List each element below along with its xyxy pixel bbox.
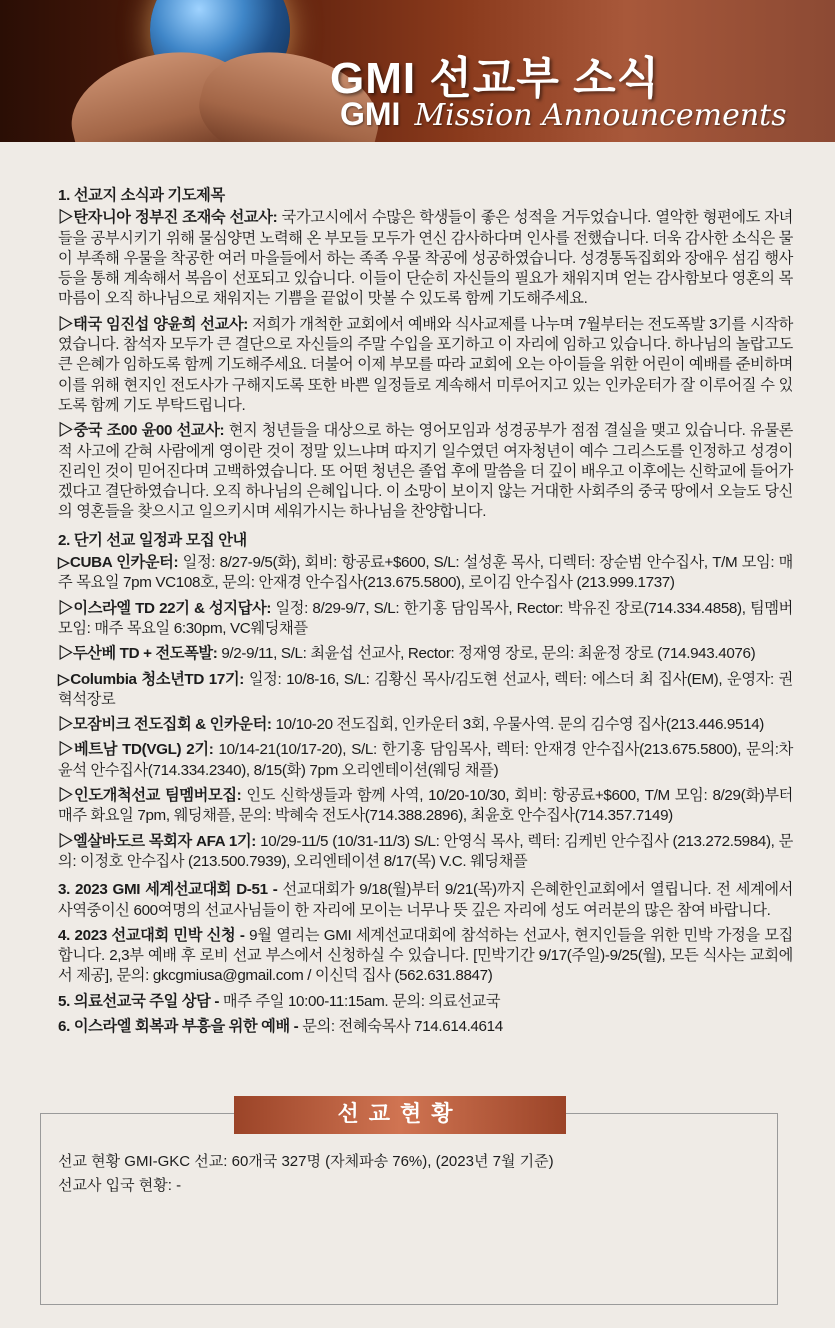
item-label: ▷Columbia 청소년TD 17기: bbox=[58, 670, 245, 688]
mission-status-line: 선교 현황 GMI-GKC 선교: 60개국 327명 (자체파송 76%), (2023년 7월 기준) bbox=[58, 1153, 554, 1170]
item-label: ▷이스라엘 TD 22기 & 성지답사: bbox=[58, 599, 272, 617]
mission-status-box bbox=[40, 1113, 778, 1305]
item-text: 문의: 전혜숙목사 714.614.4614 bbox=[298, 1017, 503, 1035]
item-label: ▷CUBA 인카운터: bbox=[58, 554, 179, 572]
banner-subtitle bbox=[340, 96, 787, 133]
item-label: ▷두산베 TD + 전도폭발: bbox=[58, 645, 218, 663]
numbered-item bbox=[58, 1017, 793, 1037]
list-item bbox=[58, 715, 793, 735]
item-text: 일정: 8/29-9/7, S/L: 한기홍 담임목사, Rector: 박유진 장로(714.334.4858), 팀멤버모임: 매주 목요일 6:30pm, VC웨딩채플 bbox=[58, 599, 793, 637]
numbered-item bbox=[58, 880, 793, 921]
item-text: 인도 신학생들과 함께 사역, 10/20-10/30, 회비: 항공료+$600, T/M 모임: 8/29(화)부터 매주 화요일 7pm, 웨딩채플, 문의: 박혜숙 전도사(714.388.2896), 최윤호 안수집사(714.357.7149) bbox=[58, 787, 793, 825]
item-label: ▷중국 조00 윤00 선교사: bbox=[58, 422, 225, 440]
item-text: 저희가 개척한 교회에서 예배와 식사교제를 나누며 7월부터는 전도폭발 3기를 시작하였습니다. 참석자 모두가 큰 결단으로 자신들의 주말 수입을 포기하고 이 자리에 임하고 있습니다. 하나님의 놀랍고도 큰 은혜가 임하도록 함께 기도해주세요. 더불어 이제 부모를 따라 교회에 오는 아이들을 위한 어린이 예배를 준비하며 이를 위해 현지인 전도사가 구해지도록 또한 바쁜 일정들로 계속해서 미루어지고 있는 인카운터가 잘 이루어질 수 있도록 함께 기도 부탁드립니다. bbox=[58, 315, 794, 414]
banner-subtitle-script: Mission Announcements bbox=[414, 98, 787, 133]
numbered-item bbox=[58, 992, 793, 1012]
item-label: 5. 의료선교국 주일 상담 - bbox=[58, 992, 220, 1010]
numbered-item bbox=[58, 926, 793, 987]
item-text: 10/29-11/5 (10/31-11/3) S/L: 안영식 목사, 렉터: 김케빈 안수집사 (213.272.5984), 문의: 이정호 안수집사 (213.500.7939), 오리엔테이션 8/17(목) V.C. 웨딩채플 bbox=[58, 832, 793, 870]
item-label: ▷베트남 TD(VGL) 2기: bbox=[58, 741, 214, 759]
header-banner bbox=[0, 0, 835, 142]
item-text: 현지 청년들을 대상으로 하는 영어모임과 성경공부가 점점 결실을 맺고 있습니다. 유물론적 사고에 갇혀 사람에게 영이란 것이 정말 있느냐며 따지기 일수였던 여자청년이 예수 그리스도를 인정하고 성경이 진리인 것이 믿어진다며 고백하였습니다. 또 어떤 청년은 졸업 후에 말씀을 더 깊이 배우고 이후에는 신학교에 들어가겠다고 결단하였습니다. 오직 하나님의 은혜입니다. 이 소망이 보이지 않는 거대한 사회주의 중국 땅에서 오늘도 당신의 영혼들을 찾으시고 일으키시며 세워가시는 하나님을 찬양합니다. bbox=[58, 422, 794, 521]
list-item bbox=[58, 553, 793, 594]
list-item bbox=[58, 315, 793, 416]
item-label: ▷모잠비크 전도집회 & 인카운터: bbox=[58, 716, 272, 734]
item-text: 매주 주일 10:00-11:15am. 문의: 의료선교국 bbox=[219, 992, 501, 1010]
item-label: ▷인도개척선교 팀멤버모집: bbox=[58, 787, 242, 805]
item-text: 일정: 10/8-16, S/L: 김황신 목사/김도현 선교사, 렉터: 에스더 최 집사(EM), 운영자: 권혁석장로 bbox=[58, 670, 793, 708]
item-text: 9월 열리는 GMI 세계선교대회에 참석하는 선교사, 현지인들을 위한 민박 가정을 모집합니다. 2,3부 예배 후 로비 선교 부스에서 신청하실 수 있습니다. [민박기간 9/17(주일)-9/25(월), 모든 식사는 교회에서 제공], 문의: gkcgmiusa@gmail.com / 이신덕 집사 (562.631.8847) bbox=[58, 926, 793, 985]
list-item bbox=[58, 740, 793, 781]
item-text: 국가고시에서 수많은 학생들이 좋은 성적을 거두었습니다. 열악한 형편에도 자녀들을 공부시키기 위해 물심양면 노력해 온 부모들 모두가 연신 감사하다며 인사를 전했습니다. 더욱 감사한 소식은 물이 부족해 우물을 착공한 여러 마을들에서 하는 족족 우물 착공에 성공하였습니다. 성경통독집회와 장애우 섬김 행사 등을 통해 계속해서 복음이 선포되고 있습니다. 이들이 단순히 자신들의 필요가 채워지며 얻는 감사함보다 영혼의 목마름이 오직 하나님으로 채워지는 기쁨을 끝없이 맛볼 수 있도록 함께 기도해주세요. bbox=[58, 209, 794, 308]
list-item bbox=[58, 208, 793, 309]
item-label: 3. 2023 GMI 세계선교대회 D-51 - bbox=[58, 881, 278, 899]
list-item bbox=[58, 670, 793, 711]
missionary-entry-line: 선교사 입국 현황: - bbox=[58, 1177, 182, 1194]
item-text: 10/14-21(10/17-20), S/L: 한기홍 담임목사, 렉터: 안재경 안수집사(213.675.5800), 문의:차윤석 안수집사(714.334.2340), 8/15(화) 7pm 오리엔테이션(웨딩 채플) bbox=[58, 741, 794, 779]
list-item bbox=[58, 421, 793, 522]
section-heading: 2. 단기 선교 일정과 모집 안내 bbox=[58, 531, 247, 549]
item-text: 10/10-20 전도집회, 인카운터 3회, 우물사역. 문의 김수영 집사(213.446.9514) bbox=[271, 716, 765, 734]
list-item bbox=[58, 599, 793, 640]
item-label: ▷태국 임진섭 양윤희 선교사: bbox=[58, 315, 248, 333]
list-item bbox=[58, 786, 793, 827]
list-item bbox=[58, 832, 793, 873]
section-heading: 1. 선교지 소식과 기도제목 bbox=[58, 187, 225, 204]
mission-status-text bbox=[58, 1150, 758, 1198]
item-text: 일정: 8/27-9/5(화), 회비: 항공료+$600, S/L: 설성훈 목사, 디렉터: 장순범 안수집사, T/M 모임: 매주 목요일 7pm VC108호, 문의: 안재경 안수집사(213.675.5800), 로이김 안수집사 (213.999.1737) bbox=[58, 554, 793, 592]
banner-title: GMI 선교부 소식 bbox=[330, 54, 661, 103]
list-item bbox=[58, 644, 793, 664]
item-text: 선교대회가 9/18(월)부터 9/21(목)까지 은혜한인교회에서 열립니다. 전 세계에서 사역중이신 600여명의 선교사님들이 한 자리에 모이는 너무나 뜻 깊은 자리에 성도 여러분의 많은 참여 바랍니다. bbox=[58, 881, 793, 919]
mission-status-title: 선교현황 bbox=[234, 1096, 566, 1134]
item-label: ▷엘살바도르 목회자 AFA 1기: bbox=[58, 832, 256, 850]
banner-subtitle-gmi: GMI bbox=[340, 96, 401, 132]
item-label: 6. 이스라엘 회복과 부흥을 위한 예배 - bbox=[58, 1017, 299, 1035]
item-text: 9/2-9/11, S/L: 최윤섭 선교사, Rector: 정재영 장로, 문의: 최윤정 장로 (714.943.4076) bbox=[217, 645, 756, 663]
item-label: 4. 2023 선교대회 민박 신청 - bbox=[58, 926, 245, 944]
announcement-body bbox=[58, 186, 793, 1042]
item-label: ▷탄자니아 정부진 조재숙 선교사: bbox=[58, 209, 278, 227]
